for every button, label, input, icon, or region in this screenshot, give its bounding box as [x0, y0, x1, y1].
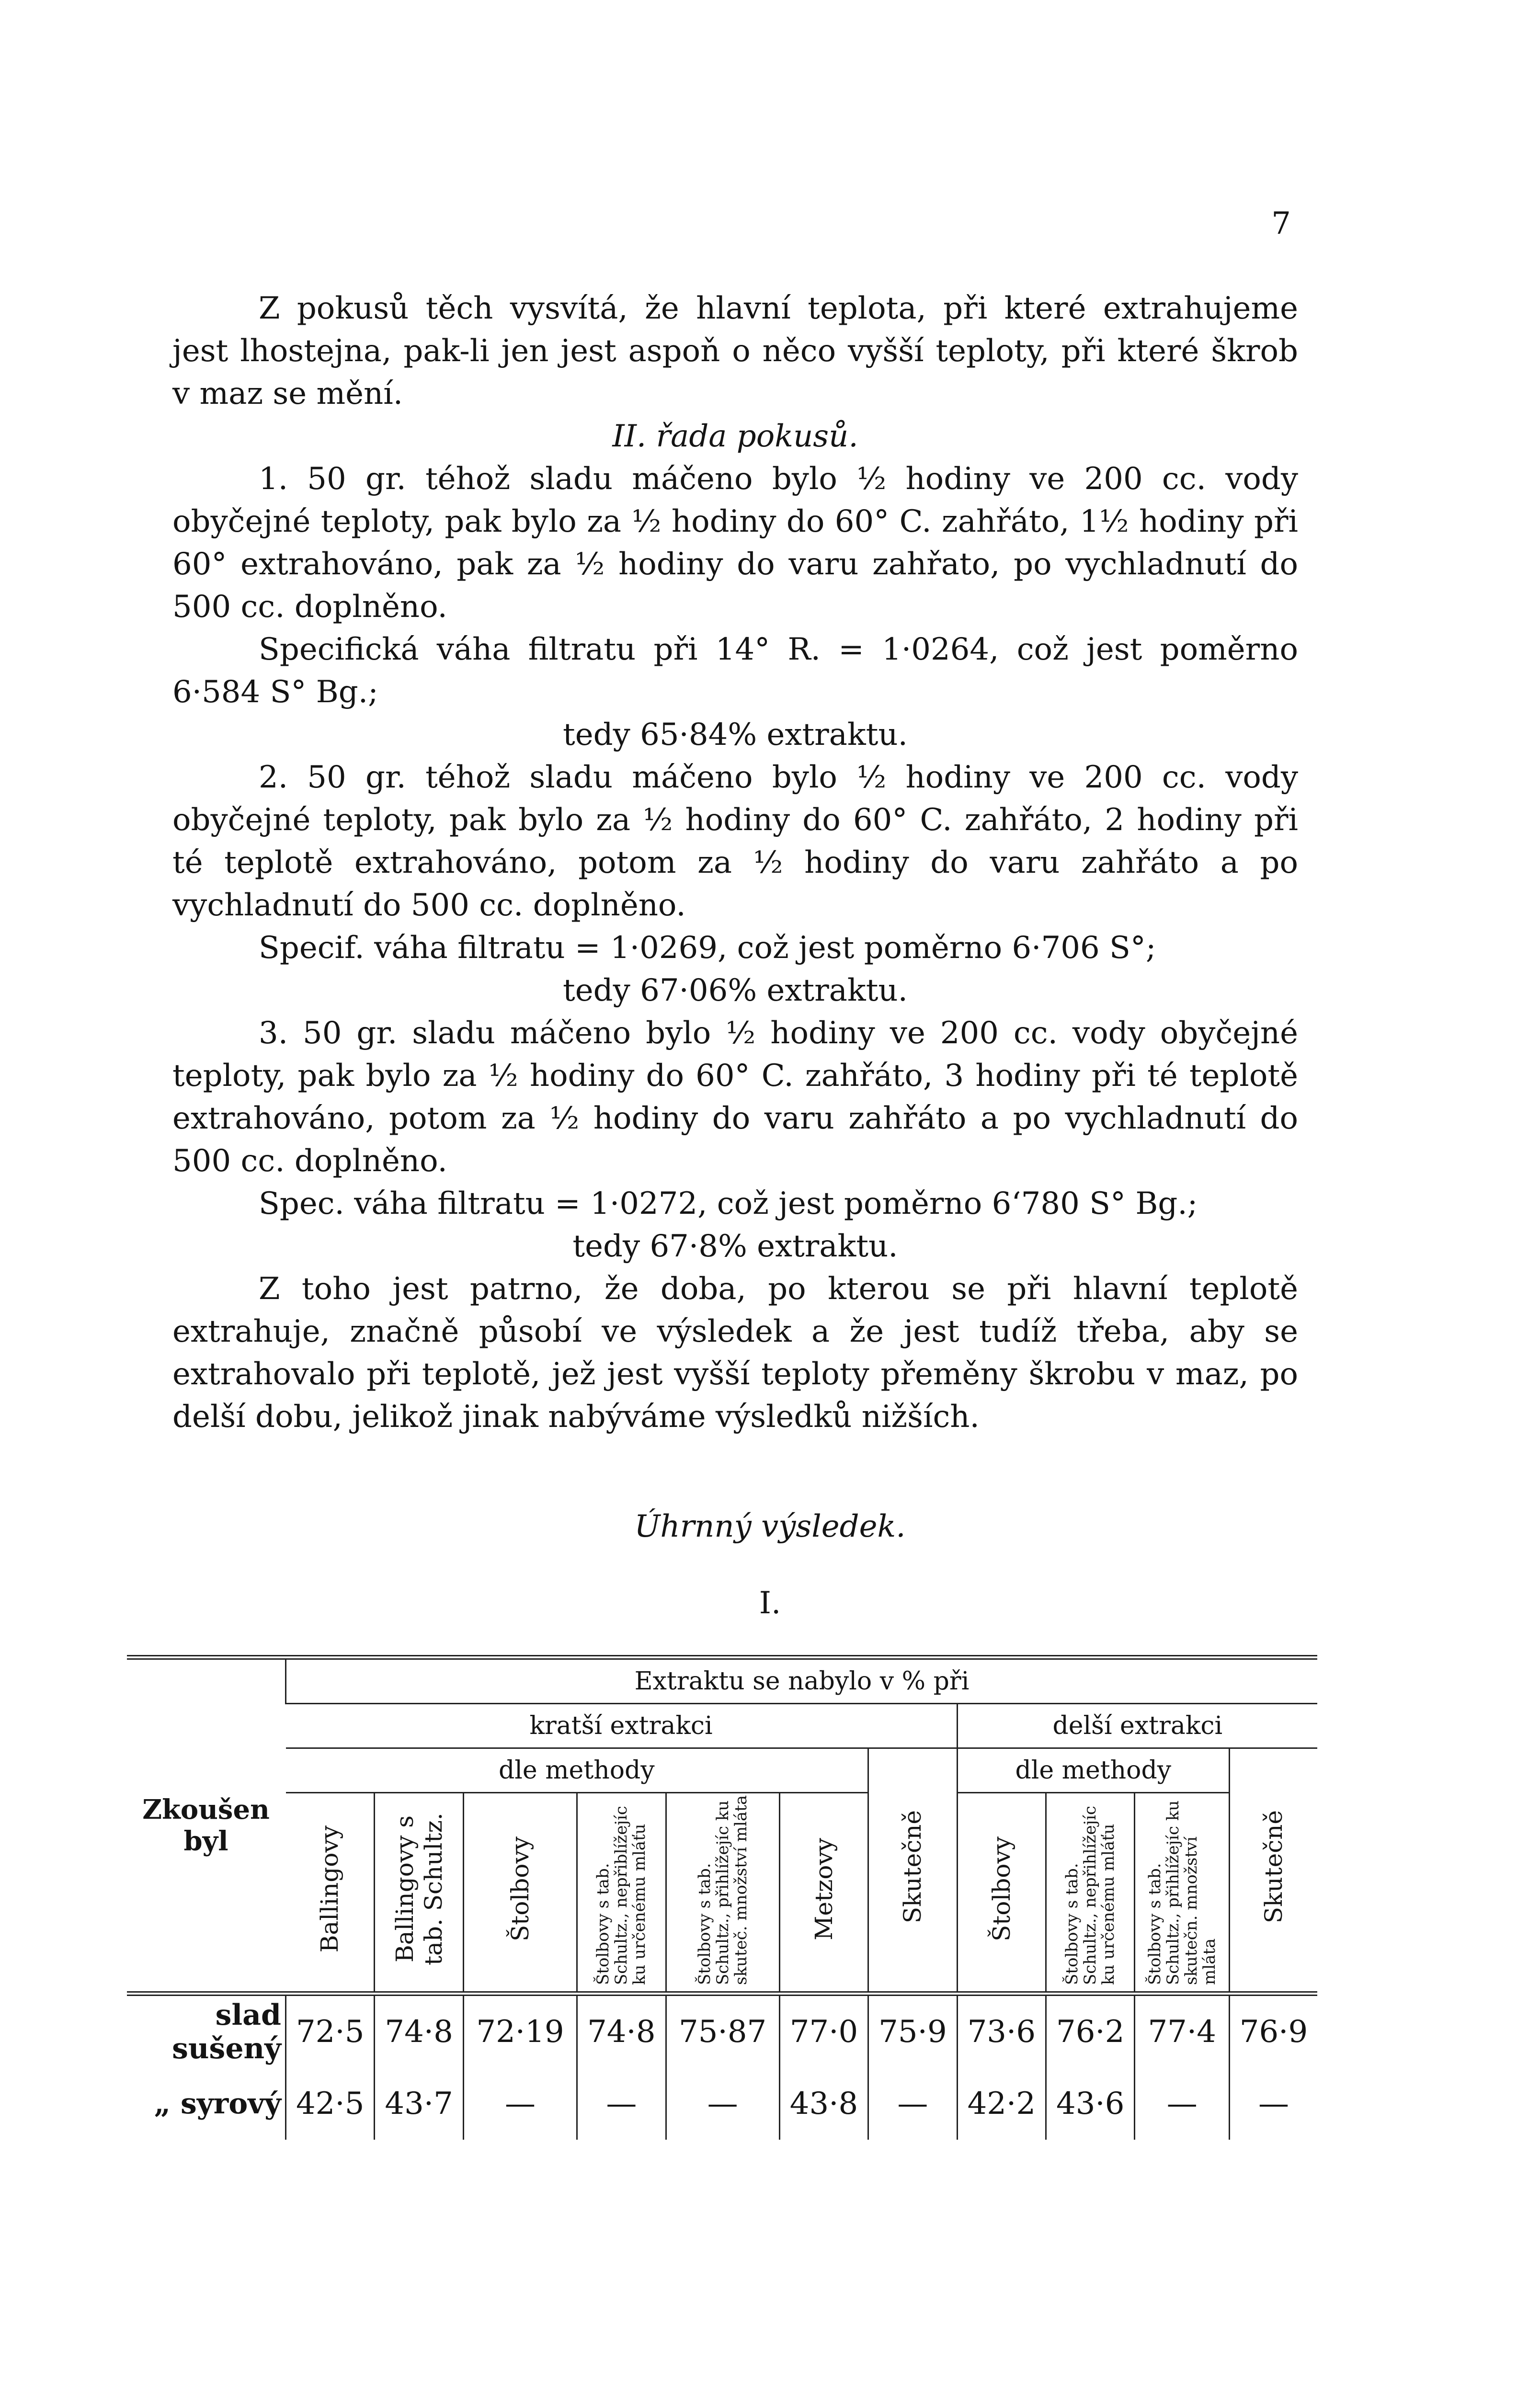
experiment-1: 1. 50 gr. téhož sladu máčeno bylo ½ hodiny ve 200 cc. vody obyčejné teploty, pak bylo za ½ hodiny do 60° C. zahřáto, 1½ hodiny při 60° extrahováno, pak za ½ hodiny do varu zahřato, po vychladnutí do 500 cc. doplněno.: [172, 461, 1298, 625]
table-cell: 73·6: [957, 1994, 1046, 2068]
col-actual-short-label: Skutečně: [899, 1810, 927, 1924]
table-corner-header: Zkoušen byl: [127, 1657, 286, 1994]
table-cell: 43·7: [375, 2068, 463, 2140]
col-stolba-schultz-adj: [666, 1793, 779, 1994]
table-cell: 76·9: [1229, 1994, 1317, 2068]
col-balling-label: Ballingovy: [316, 1825, 344, 1953]
col-stolba: [463, 1793, 577, 1994]
col-actual-short: [868, 1748, 957, 1994]
experiment-2-result: tedy 67·06% extraktu.: [563, 973, 908, 1008]
table-cell: 75·87: [666, 1994, 779, 2068]
table-cell: 74·8: [577, 1994, 666, 2068]
col-balling: [286, 1793, 375, 1994]
table-cell: 76·2: [1046, 1994, 1135, 2068]
body-text: [172, 287, 1298, 1438]
col-stolba-long: [957, 1793, 1046, 1994]
table-cell: —: [666, 2068, 779, 2140]
col-actual-long: [1229, 1748, 1317, 1994]
longer-extraction-header: delší extrakci: [957, 1704, 1317, 1748]
page-number: 7: [1271, 206, 1291, 241]
table-cell: 74·8: [375, 1994, 463, 2068]
table-cell: —: [868, 2068, 957, 2140]
col-stolba-schultz-nonadj: [577, 1793, 666, 1994]
experiment-1-result: tedy 65·84% extraktu.: [563, 717, 908, 753]
col-actual-long-label: Skutečně: [1259, 1810, 1288, 1924]
conclusion-paragraph: Z toho jest patrno, že doba, po kterou se při hlavní teplotě extrahuje, značně působí ve výsledek a že jest tudíž třeba, aby se extrahovalo při teplotě, jež jest vyšší teploty přeměny škrobu v maz, po delší dobu, jelikož jinak nabýváme výsledků nižších.: [172, 1271, 1298, 1435]
table-cell: 43·8: [779, 2068, 868, 2140]
table-row: [127, 1994, 1317, 2068]
method-header-short: dle methody: [286, 1748, 868, 1793]
method-header-long: dle methody: [957, 1748, 1229, 1793]
col-balling-schultz-label: Ballingovy s tab. Schultz.: [390, 1813, 447, 1966]
col-metz-label: Metzovy: [810, 1838, 838, 1940]
col-stolba-schultz-nonadj-long-label: Štolbovy s tab. Schultz., nepřihlížejíc ku určenému mláťu: [1062, 1805, 1118, 1985]
col-balling-schultz: [375, 1793, 463, 1994]
table-cell: —: [1229, 2068, 1317, 2140]
table-cell: 77·4: [1135, 1994, 1230, 2068]
col-stolba-schultz-nonadj-label: Štolbovy s tab. Schultz., nepřiblížejíc ku určenému mláťu: [593, 1806, 650, 1985]
experiment-2: 2. 50 gr. téhož sladu máčeno bylo ½ hodiny ve 200 cc. vody obyčejné teploty, pak bylo za ½ hodiny do 60° C. zahřáto, 2 hodiny při té teplotě extrahováno, potom za ½ hodiny do varu zahřáto a po vychladnutí do 500 cc. doplněno.: [172, 760, 1298, 923]
table-cell: 72·19: [463, 1994, 577, 2068]
table-cell: 42·2: [957, 2068, 1046, 2140]
col-stolba-schultz-adj-long-label: Štolbovy s tab. Schultz., přihlížejíc ku skutečn. množství mláta: [1145, 1800, 1219, 1985]
col-metz: [779, 1793, 868, 1994]
table-number: I.: [759, 1585, 781, 1621]
paragraph-1: Z pokusů těch vysvítá, že hlavní teplota, při které extrahujeme jest lhostejna, pak-li jen jest aspoň o něco vyšší teploty, při které škrob v maz se mění.: [172, 291, 1298, 411]
col-stolba-long-label: Štolbovy: [987, 1836, 1015, 1942]
section-heading: II. řada pokusů.: [612, 419, 858, 454]
table-cell: 75·9: [868, 1994, 957, 2068]
table-cell: 42·5: [286, 2068, 375, 2140]
summary-title: Úhrnný výsledek.: [634, 1509, 906, 1544]
col-stolba-schultz-adj-label: Štolbovy s tab. Schultz., přihlížejíc ku skuteč. množství mláta: [695, 1795, 751, 1985]
table-row: [127, 2068, 1317, 2140]
table-top-header: Extraktu se nabylo v % při: [286, 1657, 1318, 1704]
table-cell: —: [577, 2068, 666, 2140]
table-cell: —: [463, 2068, 577, 2140]
row-label: slad sušený: [172, 1998, 281, 2065]
table-cell: —: [1135, 2068, 1230, 2140]
table-cell: 77·0: [779, 1994, 868, 2068]
table-cell: 43·6: [1046, 2068, 1135, 2140]
experiment-1-gravity: Specifická váha filtratu při 14° R. = 1·0264, což jest poměrno 6·584 S° Bg.;: [172, 632, 1298, 710]
row-label: „ syrový: [154, 2087, 281, 2121]
experiment-3-gravity: Spec. váha filtratu = 1·0272, což jest poměrno 6‘780 S° Bg.;: [259, 1186, 1198, 1221]
col-stolba-schultz-nonadj-long: [1046, 1793, 1135, 1994]
col-stolba-schultz-adj-long: [1135, 1793, 1230, 1994]
table-cell: 72·5: [286, 1994, 375, 2068]
shorter-extraction-header: kratší extrakci: [286, 1704, 958, 1748]
experiment-3: 3. 50 gr. sladu máčeno bylo ½ hodiny ve 200 cc. vody obyčejné teploty, pak bylo za ½ hodiny do 60° C. zahřáto, 3 hodiny při té teplotě extrahováno, potom za ½ hodiny do varu zahřáto a po vychladnutí do 500 cc. doplněno.: [172, 1015, 1298, 1179]
experiment-2-gravity: Specif. váha filtratu = 1·0269, což jest poměrno 6·706 S°;: [259, 930, 1156, 966]
results-table: [127, 1655, 1317, 2140]
experiment-3-result: tedy 67·8% extraktu.: [572, 1229, 898, 1264]
col-stolba-label: Štolbovy: [506, 1836, 534, 1942]
